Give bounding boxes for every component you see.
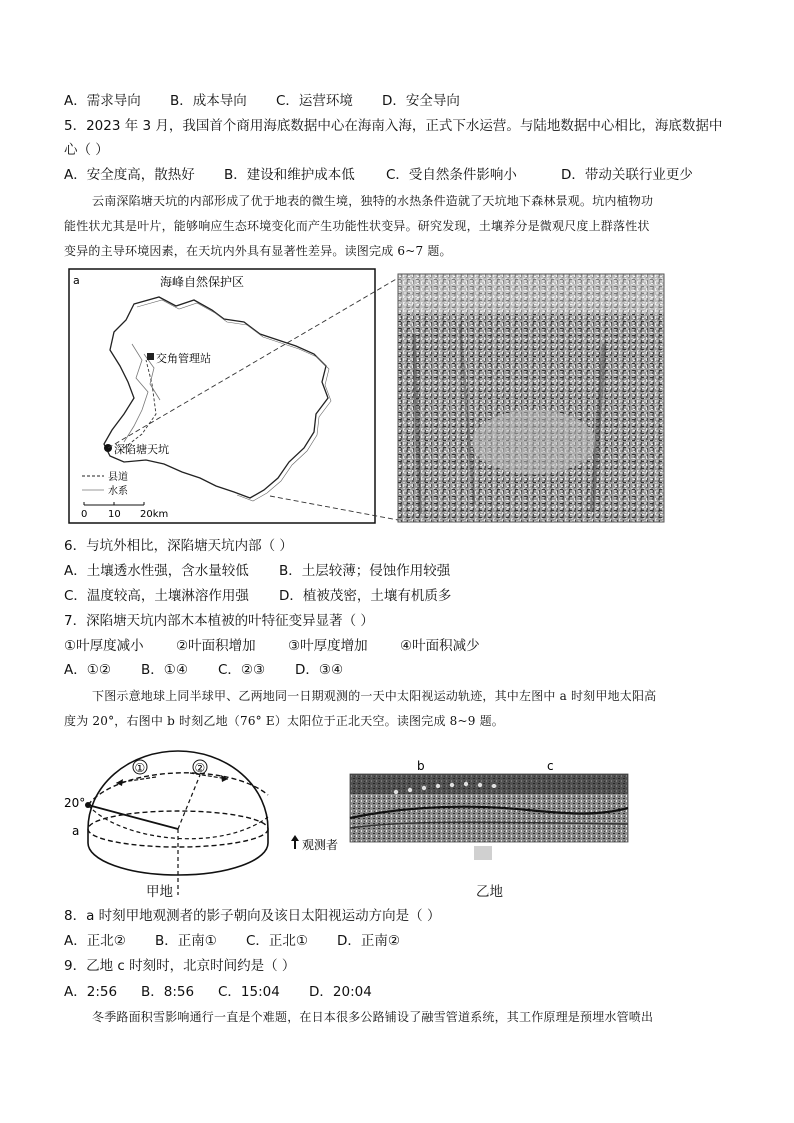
q4-option-b: B．成本导向 <box>170 93 247 109</box>
q6-stem: 6．与坑外相比，深陷塘天坑内部（ ） <box>64 538 293 554</box>
sun-point <box>85 802 91 808</box>
q5-option-b: B．建设和维护成本低 <box>224 167 355 183</box>
label-c: c <box>547 759 554 773</box>
q4-option-c: C．运营环境 <box>276 93 353 109</box>
q7-items <box>64 637 480 655</box>
q5-option-c: C．受自然条件影响小 <box>386 167 517 183</box>
scale-10: 10 <box>108 509 121 520</box>
sinkhole-photo <box>398 274 664 522</box>
q4-option-a: A．需求导向 <box>64 93 141 109</box>
q6-option-d: D．植被茂密，土壤有机质多 <box>279 588 452 604</box>
q8-option-a: A．正北② <box>64 933 126 949</box>
label-circle-2: ② <box>194 761 206 775</box>
passage1-line3: 变异的主导环境因素，在天坑内外具有显著性差异。读图完成 6~7 题。 <box>64 244 452 258</box>
q7-option-c: C．②③ <box>218 662 266 678</box>
angle-label: 20° <box>64 796 86 810</box>
q6-options-row1 <box>64 562 450 580</box>
q8-option-d: D．正南② <box>337 933 400 949</box>
q9-option-c: C．15:04 <box>218 984 280 1000</box>
q7-option-b: B．①④ <box>141 662 188 678</box>
observer-label: 观测者 <box>302 838 339 852</box>
q9-stem: 9．乙地 c 时刻时，北京时间约是（ ） <box>64 958 296 974</box>
q9-option-b: B．8:56 <box>141 984 195 1000</box>
q8-stem: 8．a 时刻甲地观测者的影子朝向及该日太阳视运动方向是（ ） <box>64 908 441 924</box>
q5-stem-line1: 5．2023 年 3 月，我国首个商用海底数据中心在海南入海，正式下水运营。与陆地数据中心相比，海底数据中 <box>64 118 723 134</box>
q8-option-c: C．正北① <box>246 933 309 949</box>
q8-option-b: B．正南① <box>155 933 217 949</box>
q5-option-a: A．安全度高，散热好 <box>64 167 195 183</box>
map-figure <box>64 264 669 526</box>
q8-options <box>64 932 400 950</box>
passage2-line1: 下图示意地球上同半球甲、乙两地同一日期观测的一天中太阳视运动轨迹，其中左图中 a 时刻甲地太阳高 <box>92 689 657 703</box>
scale-0: 0 <box>81 509 88 520</box>
q6-options-row2 <box>64 587 451 605</box>
legend-road: 县道 <box>108 472 128 483</box>
q7-stem: 7．深陷塘天坑内部木本植被的叶特征变异显著（ ） <box>64 613 374 629</box>
q7-item-4: ④叶面积减少 <box>400 638 480 654</box>
legend-water: 水系 <box>108 486 128 497</box>
scale-20: 20km <box>140 509 169 520</box>
q7-option-d: D．③④ <box>295 662 344 678</box>
q4-option-d: D．安全导向 <box>382 93 460 109</box>
q9-option-a: A．2:56 <box>64 984 118 1000</box>
q5-options <box>64 166 693 184</box>
sun-ray <box>88 805 178 829</box>
caption-yi: 乙地 <box>476 884 503 900</box>
sinkhole-label: 深陷塘天坑 <box>114 443 169 456</box>
label-circle-1: ① <box>134 761 146 775</box>
passage2-line2: 度为 20°，右图中 b 时刻乙地（76° E）太阳位于正北天空。读图完成 8~9 题。 <box>64 714 504 728</box>
q4-options <box>64 92 460 110</box>
passage1-line1: 云南深陷塘天坑的内部形成了优于地表的微生境，独特的水热条件造就了天坑地下森林景观。坑内植物功 <box>92 194 654 208</box>
passage3-line1: 冬季路面积雪影响通行一直是个难题，在日本很多公路铺设了融雪管道系统，其工作原理是预埋水管喷出 <box>92 1010 654 1024</box>
watermark-block <box>474 846 492 860</box>
q7-item-2: ②叶面积增加 <box>176 638 256 654</box>
yi-photo-figure <box>348 758 630 844</box>
q7-item-1: ①叶厚度减小 <box>64 638 144 654</box>
q7-option-a: A．①② <box>64 662 111 678</box>
q7-options <box>64 661 343 679</box>
caption-jia: 甲地 <box>146 884 173 900</box>
q9-option-d: D．20:04 <box>309 984 372 1000</box>
q6-option-a: A．土壤透水性强，含水量较低 <box>64 563 249 579</box>
label-b: b <box>417 759 425 773</box>
q9-options <box>64 983 372 1001</box>
q6-option-c: C．温度较高，土壤淋溶作用强 <box>64 588 249 604</box>
point-a-label: a <box>72 824 80 838</box>
station-label: 交角管理站 <box>156 352 211 365</box>
hemisphere-dome <box>88 751 268 829</box>
q7-item-3: ③叶厚度增加 <box>288 638 368 654</box>
hemisphere-figure <box>60 745 350 903</box>
sun-path <box>88 773 268 805</box>
map-panel-label: a <box>73 274 80 287</box>
q6-option-b: B．土层较薄；侵蚀作用较强 <box>279 563 451 579</box>
passage1-line2: 能性状尤其是叶片，能够响应生态环境变化而产生功能性状变异。研究发现，土壤养分是微观尺度上群落性状 <box>64 219 650 233</box>
q5-option-d: D．带动关联行业更少 <box>561 167 693 183</box>
station-marker <box>147 353 154 360</box>
map-title: 海峰自然保护区 <box>160 275 245 289</box>
q5-stem-line2: 心（ ） <box>64 142 109 158</box>
